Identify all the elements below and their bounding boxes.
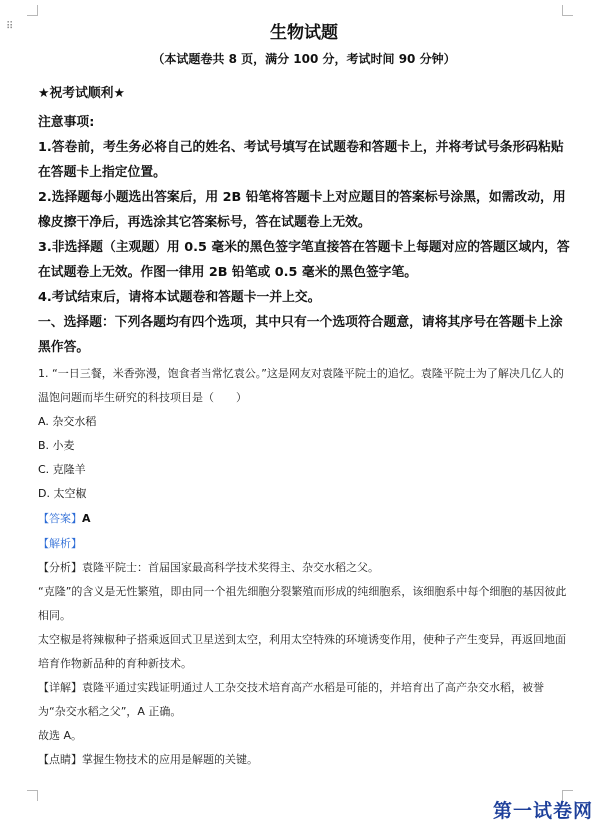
crop-mark-top-left (27, 5, 38, 16)
crop-mark-top-right (562, 5, 573, 16)
option-c: C. 克隆羊 (38, 463, 86, 476)
analysis-paragraph: 故选 A。 (38, 729, 83, 742)
document-page (38, 18, 570, 772)
notice-item: 3.非选择题（主观题）用 0.5 毫米的黑色签字笔直接答在答题卡上每题对应的答题区域内，答在试题卷上无效。作图一律用 2B 铅笔或 0.5 毫米的黑色签字笔。 (38, 240, 570, 280)
drag-handle-icon[interactable]: ⠿ (6, 21, 15, 32)
exam-wish: ★祝考试顺利★ (38, 86, 125, 101)
notice-item: 2.选择题每小题选出答案后，用 2B 铅笔将答题卡上对应题目的答案标号涂黑，如需改动，用橡皮擦干净后，再选涂其它答案标号，答在试题卷上无效。 (38, 190, 566, 230)
answer-tag: 【答案】 (38, 512, 82, 525)
site-watermark: 第一试卷网 (492, 800, 593, 822)
crop-mark-bottom-left (27, 790, 38, 801)
notice-item: 1.答卷前，考生务必将自己的姓名、考试号填写在试题卷和答题卡上，并将考试号条形码粘贴在答题卡上指定位置。 (38, 140, 564, 180)
analysis-paragraph: 【点睛】掌握生物技术的应用是解题的关键。 (38, 753, 258, 766)
answer-line (38, 506, 570, 531)
notice-item: 4.考试结束后，请将本试题卷和答题卡一并上交。 (38, 290, 321, 305)
option-d: D. 太空椒 (38, 487, 87, 500)
option-b: B. 小麦 (38, 439, 75, 452)
option-a: A. 杂交水稻 (38, 415, 97, 428)
notice-heading: 注意事项: (38, 115, 95, 130)
answer-value: A (82, 512, 91, 525)
analysis-paragraph: 太空椒是将辣椒种子搭乘返回式卫星送到太空，利用太空特殊的环境诱变作用，使种子产生变异，再返回地面培育作物新品种的育种新技术。 (38, 633, 566, 670)
analysis-paragraph: 【详解】袁隆平通过实践证明通过人工杂交技术培育高产水稻是可能的，并培育出了高产杂交水稻，被誉为“杂交水稻之父”，A 正确。 (38, 681, 544, 718)
document-subtitle: （本试题卷共 8 页，满分 100 分，考试时间 90 分钟） (152, 52, 456, 66)
analysis-paragraph: 【分析】袁隆平院士：首届国家最高科学技术奖得主、杂交水稻之父。 (38, 561, 379, 574)
section-heading: 一、选择题：下列各题均有四个选项，其中只有一个选项符合题意，请将其序号在答题卡上涂黑作答。 (38, 315, 563, 355)
question-stem: 1. “一日三餐，米香弥漫，饱食者当常忆袁公。”这是网友对袁隆平院士的追忆。袁隆平院士为了解决几亿人的温饱问题而毕生研究的科技项目是（ ） (38, 367, 564, 404)
analysis-line (38, 531, 570, 556)
analysis-tag: 【解析】 (38, 537, 82, 550)
document-title: 生物试题 (270, 23, 338, 43)
analysis-paragraph: “克隆”的含义是无性繁殖，即由同一个祖先细胞分裂繁殖而形成的纯细胞系，该细胞系中每个细胞的基因彼此相同。 (38, 585, 567, 622)
